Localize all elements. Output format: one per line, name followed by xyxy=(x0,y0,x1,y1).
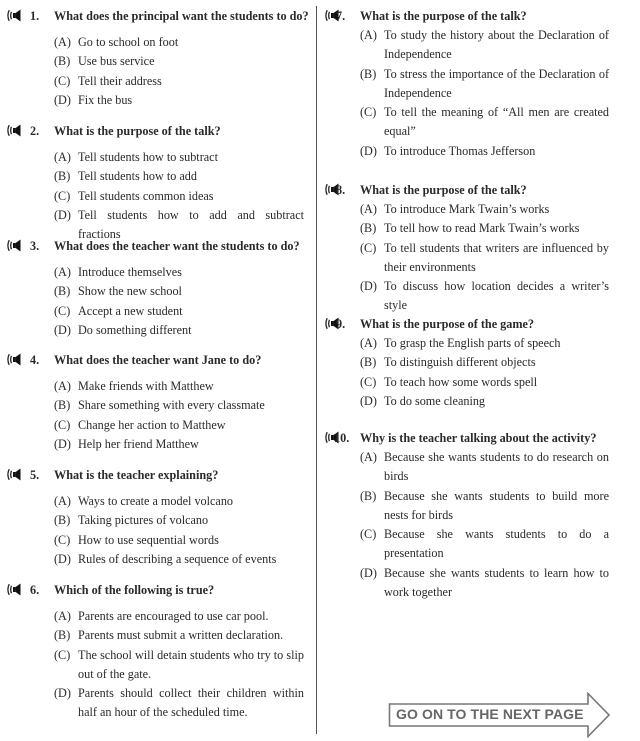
option-text: Use bus service xyxy=(78,54,155,69)
answer-option[interactable] xyxy=(318,353,640,372)
speaker-icon[interactable] xyxy=(6,352,22,367)
option-label: (A) xyxy=(360,202,377,216)
answer-option[interactable] xyxy=(318,392,640,411)
option-label: (B) xyxy=(54,513,71,528)
option-label: (B) xyxy=(360,355,377,370)
option-label: (D) xyxy=(54,92,71,107)
question-number: 4. xyxy=(30,353,40,367)
option-text: Parents are encouraged to use car pool. xyxy=(78,609,269,623)
question-header xyxy=(0,7,312,25)
option-label: (C) xyxy=(360,527,377,542)
option-text: Show the new school xyxy=(78,284,182,299)
option-text: Parents must submit a written declaration. xyxy=(78,628,284,643)
option-label: (B) xyxy=(54,398,71,413)
answer-option[interactable] xyxy=(318,373,640,392)
option-label: (A) xyxy=(360,28,377,42)
option-text: To stress the importance of the Declaration of Independence xyxy=(384,66,609,100)
option-text: Tell their address xyxy=(78,73,162,88)
answer-option[interactable] xyxy=(0,282,312,301)
question-text: What is the purpose of the talk? xyxy=(360,183,527,197)
option-label: (A) xyxy=(360,336,377,350)
option-label: (D) xyxy=(54,551,71,566)
option-text: Tell students how to add and subtract fractions xyxy=(78,207,304,242)
option-text: To tell students that writers are influenced by their environments xyxy=(384,240,609,274)
option-label: (D) xyxy=(360,279,377,294)
option-text: Taking pictures of volcano xyxy=(78,513,209,528)
option-text: Go to school on foot xyxy=(78,35,179,49)
answer-option[interactable] xyxy=(318,448,640,487)
option-label: (C) xyxy=(54,303,71,318)
question-number: 3. xyxy=(30,239,40,253)
option-text: To discuss how location decides a writer’s style xyxy=(384,279,609,313)
option-text: Ways to create a model volcano xyxy=(78,494,234,508)
question-header xyxy=(0,581,312,599)
speaker-icon[interactable] xyxy=(6,238,22,253)
answer-option[interactable] xyxy=(0,91,312,110)
question-number: 10. xyxy=(334,431,350,445)
answer-option[interactable] xyxy=(0,33,312,52)
question-text: What is the purpose of the talk? xyxy=(54,124,221,138)
answer-option[interactable] xyxy=(318,525,640,564)
answer-option[interactable] xyxy=(0,492,312,511)
option-text: Because she wants students to learn how to work together xyxy=(384,565,609,600)
option-label: (A) xyxy=(54,265,71,279)
answer-option[interactable] xyxy=(0,416,312,435)
answer-option[interactable] xyxy=(0,263,312,282)
answer-option[interactable] xyxy=(0,377,312,396)
answer-option[interactable] xyxy=(0,435,312,454)
question-text: What does the teacher want the students to do? xyxy=(54,239,300,253)
answer-option[interactable] xyxy=(0,187,312,206)
option-text: Accept a new student xyxy=(78,303,183,318)
option-label: (D) xyxy=(360,565,377,580)
answer-option[interactable] xyxy=(0,626,312,645)
option-text: To study the history about the Declaration of Independence xyxy=(384,28,609,62)
option-label: (D) xyxy=(54,322,71,337)
option-text: Because she wants students to do a presentation xyxy=(384,527,609,561)
speaker-icon[interactable] xyxy=(6,467,22,482)
answer-option[interactable] xyxy=(318,65,640,104)
option-text: Tell students common ideas xyxy=(78,188,214,203)
option-label: (B) xyxy=(54,628,71,643)
option-text: Share something with every classmate xyxy=(78,398,265,413)
answer-option[interactable] xyxy=(318,239,640,278)
option-label: (A) xyxy=(54,379,71,393)
option-text: Because she wants students to build more nests for birds xyxy=(384,488,609,522)
next-page-label: GO ON TO THE NEXT PAGE xyxy=(396,706,584,722)
answer-option[interactable] xyxy=(0,531,312,550)
option-text: Introduce themselves xyxy=(78,265,182,279)
question-text: Which of the following is true? xyxy=(54,583,215,597)
question-number: 2. xyxy=(30,124,40,138)
answer-option[interactable] xyxy=(0,72,312,91)
option-text: Because she wants students to do research on birds xyxy=(384,450,609,484)
question-header xyxy=(0,466,312,484)
option-label: (B) xyxy=(54,169,71,184)
speaker-icon[interactable] xyxy=(6,123,22,138)
option-text: Do something different xyxy=(78,322,192,337)
option-text: Tell students how to subtract xyxy=(78,150,218,164)
option-label: (D) xyxy=(360,143,377,158)
column-divider xyxy=(316,6,317,734)
question-header xyxy=(0,351,312,369)
question-number: 9. xyxy=(336,317,346,331)
answer-option[interactable] xyxy=(0,52,312,71)
answer-option[interactable] xyxy=(0,148,312,167)
option-text: Rules of describing a sequence of events xyxy=(78,551,277,566)
answer-option[interactable] xyxy=(318,200,640,219)
option-label: (C) xyxy=(54,647,71,662)
answer-option[interactable] xyxy=(318,103,640,142)
answer-option[interactable] xyxy=(318,26,640,65)
answer-option[interactable] xyxy=(318,564,640,603)
option-label: (B) xyxy=(54,54,71,69)
next-page-banner xyxy=(388,692,612,738)
question-text: What is the purpose of the talk? xyxy=(360,9,527,23)
option-text: To tell how to read Mark Twain’s works xyxy=(384,221,580,236)
option-label: (D) xyxy=(54,686,71,701)
option-text: To distinguish different objects xyxy=(384,355,536,370)
option-text: Parents should collect their children within half an hour of the scheduled time. xyxy=(78,686,304,720)
answer-option[interactable] xyxy=(318,487,640,526)
option-text: Help her friend Matthew xyxy=(78,436,199,451)
question-header xyxy=(318,7,640,25)
option-text: How to use sequential words xyxy=(78,532,219,547)
option-text: To grasp the English parts of speech xyxy=(384,336,561,350)
option-label: (C) xyxy=(360,240,377,255)
option-text: To do some cleaning xyxy=(384,393,486,408)
option-text: To introduce Mark Twain’s works xyxy=(384,202,550,216)
option-text: Make friends with Matthew xyxy=(78,379,214,393)
question-text: What is the teacher explaining? xyxy=(54,468,219,482)
option-text: Change her action to Matthew xyxy=(78,417,226,432)
option-label: (D) xyxy=(54,436,71,451)
question-text: Why is the teacher talking about the activity? xyxy=(360,431,597,445)
answer-option[interactable] xyxy=(0,607,312,626)
option-text: To tell the meaning of “All men are created equal” xyxy=(384,105,609,139)
answer-option[interactable] xyxy=(0,511,312,530)
option-label: (A) xyxy=(54,35,71,49)
option-label: (A) xyxy=(54,609,71,623)
option-label: (C) xyxy=(54,188,71,203)
answer-option[interactable] xyxy=(0,396,312,415)
option-text: To teach how some words spell xyxy=(384,374,538,389)
question-text: What does the principal want the students to do? xyxy=(54,9,309,23)
option-label: (B) xyxy=(360,221,377,236)
answer-option[interactable] xyxy=(318,334,640,353)
option-label: (B) xyxy=(360,488,377,503)
question-header xyxy=(318,181,640,199)
question-text: What does the teacher want Jane to do? xyxy=(54,353,262,367)
option-text: Tell students how to add xyxy=(78,169,197,184)
answer-option[interactable] xyxy=(0,302,312,321)
question-header xyxy=(318,429,640,447)
answer-option[interactable] xyxy=(0,167,312,186)
option-label: (B) xyxy=(54,284,71,299)
speaker-icon[interactable] xyxy=(6,582,22,597)
speaker-icon[interactable] xyxy=(6,8,22,23)
option-text: To introduce Thomas Jefferson xyxy=(384,143,536,158)
answer-option[interactable] xyxy=(0,684,312,723)
option-label: (A) xyxy=(54,150,71,164)
question-number: 1. xyxy=(30,9,40,23)
option-text: The school will detain students who try to slip out of the gate. xyxy=(78,647,304,681)
option-label: (A) xyxy=(54,494,71,508)
option-label: (B) xyxy=(360,66,377,81)
answer-option[interactable] xyxy=(0,321,312,340)
question-header xyxy=(0,122,312,140)
question-header xyxy=(0,237,312,255)
option-text: Fix the bus xyxy=(78,92,133,107)
question-number: 8. xyxy=(336,183,346,197)
option-label: (D) xyxy=(360,393,377,408)
answer-option[interactable] xyxy=(0,646,312,685)
option-label: (C) xyxy=(54,532,71,547)
answer-option[interactable] xyxy=(318,219,640,238)
option-label: (A) xyxy=(360,450,377,464)
answer-option[interactable] xyxy=(318,277,640,316)
answer-option[interactable] xyxy=(318,142,640,161)
option-label: (C) xyxy=(54,73,71,88)
question-number: 7. xyxy=(336,9,346,23)
question-number: 6. xyxy=(30,583,40,597)
option-label: (D) xyxy=(54,207,71,222)
option-label: (C) xyxy=(360,374,377,389)
question-number: 5. xyxy=(30,468,40,482)
question-text: What is the purpose of the game? xyxy=(360,317,535,331)
answer-option[interactable] xyxy=(0,550,312,569)
option-label: (C) xyxy=(360,105,377,120)
question-header xyxy=(318,315,640,333)
option-label: (C) xyxy=(54,417,71,432)
